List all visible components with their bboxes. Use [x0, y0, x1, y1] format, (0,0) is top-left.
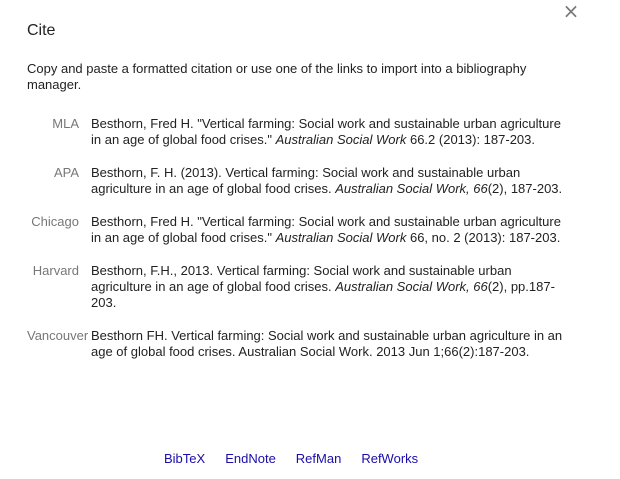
refworks-link[interactable]: RefWorks [361, 451, 419, 466]
citation-row-harvard [27, 263, 567, 311]
citation-row-apa [27, 165, 567, 197]
citation-style-label: Vancouver [27, 328, 89, 343]
citation-style-label: Harvard [32, 263, 79, 278]
citation-row-vancouver [27, 328, 567, 360]
citation-row-mla [27, 116, 567, 148]
dialog-intro: Copy and paste a formatted citation or use one of the links to import into a bibliography manager. [27, 61, 527, 92]
bibtex-link[interactable]: BibTeX [164, 451, 206, 466]
citation-style-label: APA [53, 165, 79, 180]
citation-text[interactable]: Besthorn, Fred H. "Vertical farming: Social work and sustainable urban agriculture in an age of global food crises." Australian Social Work 66.2 (2013): 187-203. [91, 116, 561, 147]
citation-text[interactable]: Besthorn FH. Vertical farming: Social work and sustainable urban agriculture in an age of global food crises. Australian Social Work. 2013 Jun 1;66(2):187-203. [91, 328, 563, 359]
endnote-link[interactable]: EndNote [225, 451, 276, 466]
citation-text[interactable]: Besthorn, F.H., 2013. Vertical farming: Social work and sustainable urban agriculture in an age of global food crises. Australian Social Work, 66(2), pp.187-203. [91, 263, 555, 310]
citation-row-chicago [27, 214, 567, 246]
dialog-title: Cite [27, 22, 56, 39]
citation-text[interactable]: Besthorn, F. H. (2013). Vertical farming: Social work and sustainable urban agriculture in an age of global food crises. Australian Social Work, 66(2), 187-203. [91, 165, 563, 196]
citation-style-label: MLA [52, 116, 79, 131]
close-icon[interactable]: × [562, 0, 580, 23]
citation-text[interactable]: Besthorn, Fred H. "Vertical farming: Social work and sustainable urban agriculture in an age of global food crises." Australian Social Work 66, no. 2 (2013): 187-203. [91, 214, 561, 245]
import-links [164, 451, 438, 467]
citation-list [27, 116, 567, 377]
refman-link[interactable]: RefMan [295, 451, 342, 466]
citation-style-label: Chicago [31, 214, 79, 229]
